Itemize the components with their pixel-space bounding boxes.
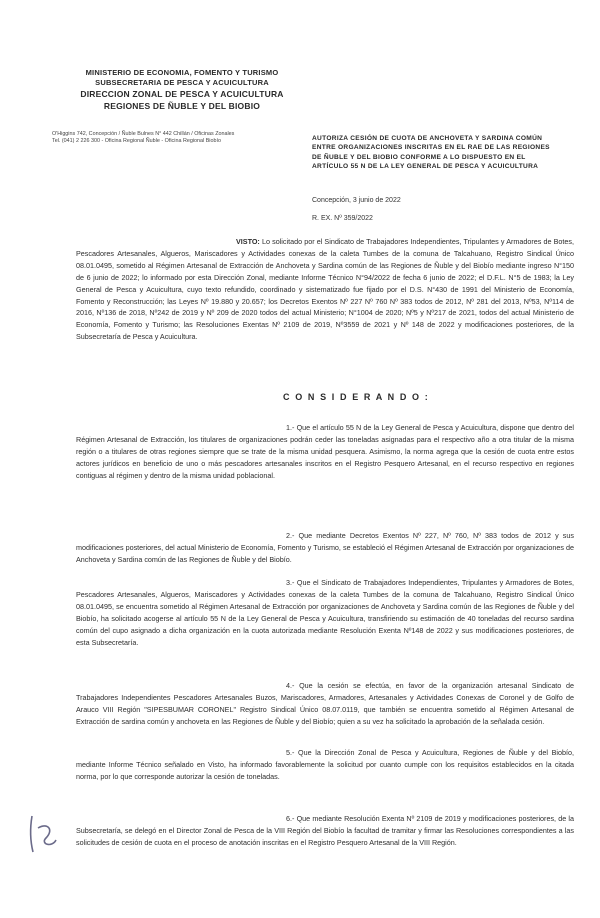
handwritten-initials — [24, 808, 64, 858]
considerando-6: 6.- Que mediante Resolución Exenta Nº 2109 de 2019 y modificaciones posteriores, de la Subsecretaría, se delegó en el Director Zonal de Pesca de la VIII Región del Biobío la facultad de tramitar y firmar las Resoluciones correspondientes a las solicitudes de cesión de cuota en el proceso de anotación inscritas en el Registro Pesquero Artesanal de la VIII Región. — [76, 814, 574, 847]
considerando-4: 4.- Que la cesión se efectúa, en favor de la organización artesanal Sindicato de Trabajadores Independientes Pescadores Artesanales Buzos, Mariscadores, Armadores, Artesanales y Actividades Conexas de Coronel y de Golfo de Arauco VIII Región "SIPESBUMAR CORONEL" Registro Sindical Único 08.07.0119, que también se encuentra sometido al Régimen Artesanal de Extracción de sardina común y anchoveta en las Regiones de Ñuble y del Biobío; quien a su vez ha solicitado la aprobación de la señalada cesión. — [76, 681, 574, 726]
visto-label: VISTO: — [236, 237, 260, 246]
considerando-1: 1.- Que el artículo 55 N de la Ley General de Pesca y Acuicultura, dispone que dentro del Régimen Artesanal de Extracción, los titulares de organizaciones podrán ceder las toneladas asignadas para el respectivo año a otra titular de la misma región o a titulares de otras regiones siempre que se trate de la misma unidad pesquera. Asimismo, la norma agrega que la cesión de cuota entre estos actores jurídicos en beneficio de uno o más pescadores artesanales inscritos en el Registro Pesquero Artesanal, en el recurso respectivo en regiones contiguas al régimen y dentro de la misma unidad poblacional. — [76, 423, 574, 480]
considerando-2: 2.- Que mediante Decretos Exentos Nº 227, Nº 760, Nº 383 todos de 2012 y sus modificaciones posteriores, del actual Ministerio de Economía, Fomento y Turismo, se estableció el Régimen Artesanal de Extracción por organizaciones de Anchoveta y Sardina común de las Regiones de Ñuble y del Biobío. — [76, 531, 574, 564]
resolution-subject: AUTORIZA CESIÓN DE CUOTA DE ANCHOVETA Y SARDINA COMÚN ENTRE ORGANIZACIONES INSCRITAS EN EL RAE DE LAS REGIONES DE ÑUBLE Y DEL BIOBIO CONFORME A LO DISPUESTO EN EL ARTÍCULO 55 N DE LA LEY GENERAL DE PESCA Y ACUICULTURA — [312, 135, 550, 171]
considerando-5: 5.- Que la Dirección Zonal de Pesca y Acuicultura, Regiones de Ñuble y del Biobío, mediante Informe Técnico señalado en Visto, ha informado favorablemente la solicitud por cuanto cumple con los requisitos establecidos en la citada norma, por lo que corresponde autorizar la cesión de toneladas. — [76, 748, 574, 781]
considerando-3: 3.- Que el Sindicato de Trabajadores Independientes, Tripulantes y Armadores de Botes, Pescadores Artesanales, Algueros, Mariscadores y Actividades conexas de la caleta Tumbes de la comuna de Talcahuano, Registro Sindical Único 08.01.0495, se encuentra sometido al Régimen Artesanal de Extracción por organizaciones de Anchoveta y Sardina común de las Regiones de Ñuble y del Biobío, ha solicitado acogerse al artículo 55 N de la Ley General de Pesca y Acuicultura, transfiriendo su estimación de 40 toneladas del recurso sardina común del cupo asignado a dicha organización en la cuota autorizada mediante Resolución Exenta Nº148 de 2022 y sus modificaciones posteriores, de esta Subsecretaría. — [76, 578, 574, 647]
office-address — [52, 131, 322, 145]
letterhead — [52, 68, 312, 112]
visto-text: Lo solicitado por el Sindicato de Trabajadores Independientes, Tripulantes y Armadores de Botes, Pescadores Artesanales, Algueros, Mariscadores y Actividades conexas de la caleta Tumbes de la comuna de Talcahuano, Registro Sindical Único 08.01.0495, sometido al Régimen Artesanal de Extracción de Anchoveta y Sardina común de las Regiones de Ñuble y del Biobío mediante ingreso N°150 de 6 junio de 2022; lo informado por esta Dirección Zonal, mediante Informe Técnico N°94/2022 de fecha 6 junio de 2022; el D.F.L. N°5 de 1983; la Ley General de Pesca y Acuicultura, cuyo texto refundido, coordinado y sistematizado fue fijado por el D.S. N°430 de 1991 del Ministerio de Economía, Fomento y Reconstrucción; las Leyes Nº 19.880 y 20.657; los Decretos Exentos Nº 227 Nº 760 Nº 383 todos de 2012, Nº 281 del 2013, Nº53, Nº114 de 2016, Nº136 de 2018, Nº242 de 2019 y Nº 209 de 2020 todos del actual Ministerio; N°1004 de 2020; Nº5 y Nº217 de 2021, todos del actual Ministerio de Economía, Fomento y Turismo; las Resoluciones Exentas Nº 2109 de 2019, Nº3559 de 2021 y Nº 148 de 2022 y modificaciones posteriores, de la Subsecretaría de Pesca y Acuicultura. — [76, 237, 575, 342]
ministry-line: MINISTERIO DE ECONOMIA, FOMENTO Y TURISMO — [85, 68, 279, 77]
visto-paragraph — [76, 236, 574, 343]
address-line: O'Higgins 742, Concepción / Ñuble Bulnes N° 442 Chillán / Oficinas Zonales — [52, 131, 235, 137]
zonal-direction-line: DIRECCION ZONAL DE PESCA Y ACUICULTURA — [80, 89, 284, 99]
subsecretariat-line: SUBSECRETARIA DE PESCA Y ACUICULTURA — [95, 78, 269, 87]
considerando-heading: C O N S I D E R A N D O : — [283, 392, 430, 402]
address-line: Tel. (041) 2 226 300 - Oficina Regional Ñuble - Oficina Regional Biobío — [52, 138, 222, 144]
resolution-number: R. EX. Nº 359/2022 — [312, 215, 373, 222]
regions-line: REGIONES DE ÑUBLE Y DEL BIOBIO — [103, 101, 261, 111]
place-date: Concepción, 3 junio de 2022 — [312, 197, 401, 204]
